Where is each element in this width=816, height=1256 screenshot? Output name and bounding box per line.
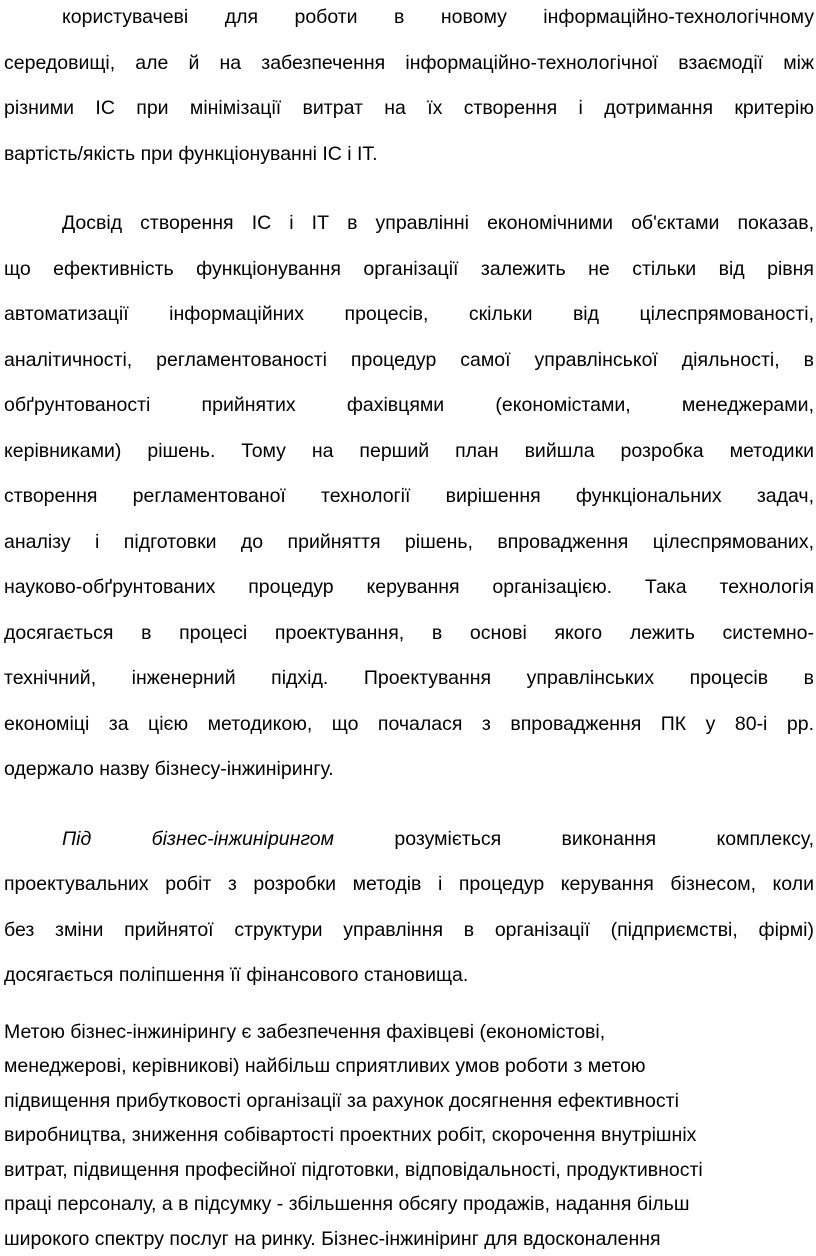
text-line: широкого спектру послуг на ринку. Бізнес-інжиніринг для вдосконалення (4, 1222, 814, 1256)
text-line: досягається поліпшення її фінансового становища. (4, 953, 814, 999)
text-line: Метою бізнес-інжинірингу є забезпечення фахівцеві (економістові, (4, 1015, 814, 1050)
text-line: обґрунтованості прийнятих фахівцями (економістами, менеджерами, (4, 383, 814, 429)
text-line: підвищення прибутковості організації за рахунок досягнення ефективності (4, 1084, 814, 1119)
text-line: що ефективність функціонування організації залежить не стільки від рівня (4, 247, 814, 293)
text-line: технічний, інженерний підхід. Проектування управлінських процесів в (4, 656, 814, 702)
text-line: одержало назву бізнесу-інжинірингу. (4, 747, 814, 793)
italic-term: Під бізнес-інжинірингом (62, 828, 334, 850)
text-line: середовищі, але й на забезпечення інформаційно-технологічної взаємодії між (4, 41, 814, 87)
document-page (4, 0, 814, 1256)
text-line: без зміни прийнятої структури управління в організації (підприємстві, фірмі) (4, 908, 814, 954)
text-line: різними ІС при мінімізації витрат на їх створення і дотримання критерію (4, 86, 814, 132)
text-line: виробництва, зниження собівартості проектних робіт, скорочення внутрішніх (4, 1118, 814, 1153)
text-line: створення регламентованої технології вирішення функціональних задач, (4, 474, 814, 520)
text-line: керівниками) рішень. Тому на перший план вийшла розробка методики (4, 429, 814, 475)
paragraph-4 (4, 1015, 814, 1256)
text-line: автоматизації інформаційних процесів, скільки від цілеспрямованості, (4, 292, 814, 338)
text-line: витрат, підвищення професійної підготовки, відповідальності, продуктивності (4, 1153, 814, 1188)
text-line: аналізу і підготовки до прийняття рішень, впровадження цілеспрямованих, (4, 520, 814, 566)
text-line: аналітичності, регламентованості процедур самої управлінської діяльності, в (4, 338, 814, 384)
text-line: Досвід створення ІС і ІТ в управлінні економічними об'єктами показав, (4, 201, 814, 247)
paragraph-3 (4, 817, 814, 999)
text-line: вартість/якість при функціонуванні ІС і ІТ. (4, 132, 814, 178)
text-line: праці персоналу, а в підсумку - збільшення обсягу продажів, надання більш (4, 1187, 814, 1222)
text-line (4, 817, 814, 863)
text-line: проектувальних робіт з розробки методів і процедур керування бізнесом, коли (4, 862, 814, 908)
text-line: економіці за цією методикою, що почалася з впровадження ПК у 80-і рр. (4, 702, 814, 748)
text-line: менеджерові, керівникові) найбільш сприятливих умов роботи з метою (4, 1049, 814, 1084)
paragraph-2 (4, 201, 814, 793)
text-line: досягається в процесі проектування, в основі якого лежить системно- (4, 611, 814, 657)
text-fragment: розуміється виконання комплексу, (394, 828, 814, 850)
text-line: користувачеві для роботи в новому інформаційно-технологічному (4, 0, 814, 41)
paragraph-1 (4, 0, 814, 177)
text-line: науково-обґрунтованих процедур керування організацією. Така технологія (4, 565, 814, 611)
